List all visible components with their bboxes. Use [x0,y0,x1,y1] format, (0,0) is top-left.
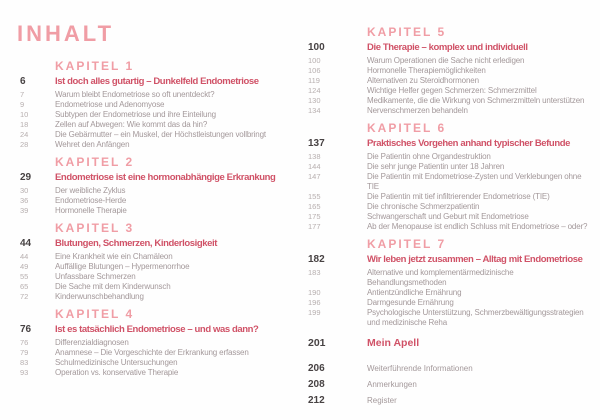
chapter-title-page-number: 182 [308,254,325,265]
toc-entry [20,90,298,100]
toc-entry-label: Wichtige Helfer gegen Schmerzen: Schmerzmittel [367,86,537,95]
toc-entry-label: Eine Krankheit wie ein Chamäleon [55,252,173,261]
toc-entry-label: Warum Operationen die Sache nicht erledigen [367,56,525,65]
toc-entry-page-number: 144 [308,162,321,171]
chapter-kapitel-heading: KAPITEL 7 [367,237,447,251]
toc-entry [308,56,592,66]
toc-entry [20,140,298,150]
apell-entry-label: Mein Apell [367,337,420,349]
chapter-title [20,172,298,184]
chapter-section [20,308,298,378]
toc-entry [20,272,298,282]
toc-entry-label: Operation vs. konservative Therapie [55,368,179,377]
chapter-title-label: Ist es tatsächlich Endometriose – und was dann? [55,324,259,335]
toc-entry [20,368,298,378]
toc-entry-label: Die Patientin mit Endometriose-Zysten und Verklebungen ohne TIE [367,172,582,191]
chapter-title-page-number: 44 [20,238,32,249]
toc-entry-label: Subtypen der Endometriose und ihre Einteilung [55,110,216,119]
chapter-kapitel-heading: KAPITEL 2 [55,155,135,169]
page-title: INHALT [17,21,115,46]
toc-entry [20,206,298,216]
toc-entry-page-number: 165 [308,202,321,211]
toc-entry-page-number: 134 [308,106,321,115]
toc-entry-label: Kinderwunschbehandlung [55,292,144,301]
toc-entry [308,202,592,212]
toc-entry-page-number: 49 [20,262,29,271]
toc-entry [308,288,592,298]
backmatter-entry-page-number: 208 [308,379,325,390]
toc-entry [308,172,592,192]
chapter-title-page-number: 137 [308,138,325,149]
left-sections [20,60,298,378]
backmatter-entry [308,396,592,406]
chapter-title-page-number: 6 [20,76,26,87]
toc-entry-label: Unfassbare Schmerzen [55,272,136,281]
toc-entry-page-number: 30 [20,186,29,195]
toc-entry [20,130,298,140]
chapter-kapitel-heading: KAPITEL 3 [55,221,135,235]
toc-entry-page-number: 24 [20,130,29,139]
toc-entry-label: Endometriose und Adenomyose [55,100,165,109]
right-sections [308,26,592,328]
toc-entry-label: Ab der Menopause ist endlich Schluss mit Endometriose – oder? [367,222,588,231]
toc-entry-page-number: 199 [308,308,321,317]
toc-entry [308,268,592,288]
toc-entry [308,298,592,308]
chapter-kapitel-heading: KAPITEL 1 [55,59,135,73]
toc-entry [20,100,298,110]
chapter-section [308,238,592,328]
toc-entry [20,282,298,292]
toc-entry-page-number: 124 [308,86,321,95]
toc-entry-page-number: 10 [20,110,29,119]
toc-entry [308,76,592,86]
toc-entry-page-number: 18 [20,120,29,129]
toc-entry-page-number: 39 [20,206,29,215]
toc-entry-label: Der weibliche Zyklus [55,186,126,195]
toc-entry-label: Die sehr junge Patientin unter 18 Jahren [367,162,505,171]
chapter-title-page-number: 76 [20,324,32,335]
toc-entry-page-number: 100 [308,56,321,65]
toc-entry-page-number: 106 [308,66,321,75]
toc-entry-page-number: 65 [20,282,29,291]
toc-entry-label: Hormonelle Therapiemöglichkeiten [367,66,486,75]
toc-entry-label: Nervenschmerzen behandeln [367,106,468,115]
toc-column-left [17,21,298,384]
chapter-kapitel-heading: KAPITEL 6 [367,121,447,135]
toc-entry-page-number: 196 [308,298,321,307]
chapter-section [20,222,298,302]
toc-entry [20,252,298,262]
chapter-title [20,324,298,336]
backmatter-entry-label: Anmerkungen [367,380,417,389]
chapter-kapitel-heading: KAPITEL 5 [367,25,447,39]
chapter-section [308,26,592,116]
backmatter-entry [308,380,592,390]
chapter-title-label: Ist doch alles gutartig – Dunkelfeld Endometriose [55,76,259,87]
chapter-title-label: Endometriose ist eine hormonabhängige Erkrankung [55,172,276,183]
toc-column-right [308,26,592,412]
toc-entry-label: Schulmedizinische Untersuchungen [55,358,178,367]
toc-entry-label: Schwangerschaft und Geburt mit Endometriose [367,212,529,221]
chapter-title [20,76,298,88]
toc-entry-page-number: 7 [20,90,25,99]
backmatter-entry-page-number: 206 [308,363,325,374]
toc-entry [308,222,592,232]
toc-entry-page-number: 55 [20,272,29,281]
toc-entry-label: Endometriose-Herde [55,196,127,205]
backmatter-entry-label: Register [367,396,397,405]
toc-entry [20,186,298,196]
toc-entry-page-number: 130 [308,96,321,105]
toc-entry [308,308,592,328]
apell-entry [308,337,592,350]
standalone-entries [308,337,592,406]
toc-entry [20,196,298,206]
toc-entry-label: Warum bleibt Endometriose so oft unentdeckt? [55,90,215,99]
toc-entry-page-number: 79 [20,348,29,357]
toc-entry-label: Zellen auf Abwegen: Wie kommt das da hin? [55,120,208,129]
toc-entry-page-number: 44 [20,252,29,261]
toc-entry-label: Alternativen zu Steroidhormonen [367,76,479,85]
toc-entry-page-number: 177 [308,222,321,231]
toc-entry [308,212,592,222]
toc-entry-page-number: 155 [308,192,321,201]
toc-entry-page-number: 93 [20,368,29,377]
chapter-title [20,238,298,250]
chapter-title-label: Blutungen, Schmerzen, Kinderlosigkeit [55,238,218,249]
toc-entry-label: Wehret den Anfängen [55,140,130,149]
chapter-section [20,156,298,216]
toc-entry-page-number: 83 [20,358,29,367]
chapter-title-label: Wir leben jetzt zusammen – Alltag mit Endometriose [367,254,583,265]
apell-entry-page-number: 201 [308,337,326,349]
chapter-section [308,122,592,232]
toc-entry-label: Psychologische Unterstützung, Schmerzbewältigungsstrategien und medizinische Reha [367,308,584,327]
chapter-title [308,42,592,54]
toc-entry-label: Darmgesunde Ernährung [367,298,454,307]
toc-entry-label: Die chronische Schmerzpatientin [367,202,480,211]
toc-entry-page-number: 175 [308,212,321,221]
toc-entry-label: Die Patientin mit tief infiltrierender Endometriose (TIE) [367,192,550,201]
toc-entry-label: Alternative und komplementärmedizinische Behandlungsmethoden [367,268,514,287]
toc-entry [308,66,592,76]
toc-entry [20,292,298,302]
toc-entry [308,96,592,106]
toc-entry-page-number: 28 [20,140,29,149]
toc-entry [20,348,298,358]
toc-entry [308,86,592,96]
toc-entry-page-number: 76 [20,338,29,347]
chapter-title-label: Praktisches Vorgehen anhand typischer Befunde [367,138,571,149]
toc-entry-label: Medikamente, die die Wirkung von Schmerzmitteln unterstützen [367,96,585,105]
toc-entry [20,120,298,130]
chapter-title-label: Die Therapie – komplex und individuell [367,42,528,53]
toc-entry [308,152,592,162]
chapter-title-page-number: 29 [20,172,32,183]
backmatter-entry [308,364,592,374]
toc-entry-page-number: 72 [20,292,29,301]
toc-entry-page-number: 147 [308,172,321,181]
toc-entry [20,262,298,272]
toc-entry [308,106,592,116]
toc-entry-page-number: 190 [308,288,321,297]
chapter-kapitel-heading: KAPITEL 4 [55,307,135,321]
toc-entry-label: Die Patientin ohne Organdestruktion [367,152,491,161]
chapter-title [308,254,592,266]
chapter-title [308,138,592,150]
toc-entry [20,338,298,348]
chapter-title-page-number: 100 [308,42,325,53]
backmatter-entry-label: Weiterführende Informationen [367,364,473,373]
toc-entry-label: Antientzündliche Ernährung [367,288,462,297]
toc-entry [20,358,298,368]
toc-entry-page-number: 138 [308,152,321,161]
toc-entry [308,192,592,202]
toc-entry-label: Die Sache mit dem Kinderwunsch [55,282,171,291]
toc-entry-label: Differenzialdiagnosen [55,338,129,347]
chapter-section [20,60,298,150]
toc-entry-label: Die Gebärmutter – ein Muskel, der Höchstleistungen vollbringt [55,130,266,139]
toc-entry-label: Auffällige Blutungen – Hypermenorrhoe [55,262,190,271]
toc-entry-page-number: 183 [308,268,321,277]
toc-entry [308,162,592,172]
toc-entry-page-number: 119 [308,76,320,85]
toc-entry [20,110,298,120]
toc-entry-page-number: 9 [20,100,25,109]
toc-entry-label: Hormonelle Therapie [55,206,127,215]
backmatter-entry-page-number: 212 [308,395,325,406]
toc-entry-page-number: 36 [20,196,29,205]
toc-entry-label: Anamnese – Die Vorgeschichte der Erkrankung erfassen [55,348,249,357]
